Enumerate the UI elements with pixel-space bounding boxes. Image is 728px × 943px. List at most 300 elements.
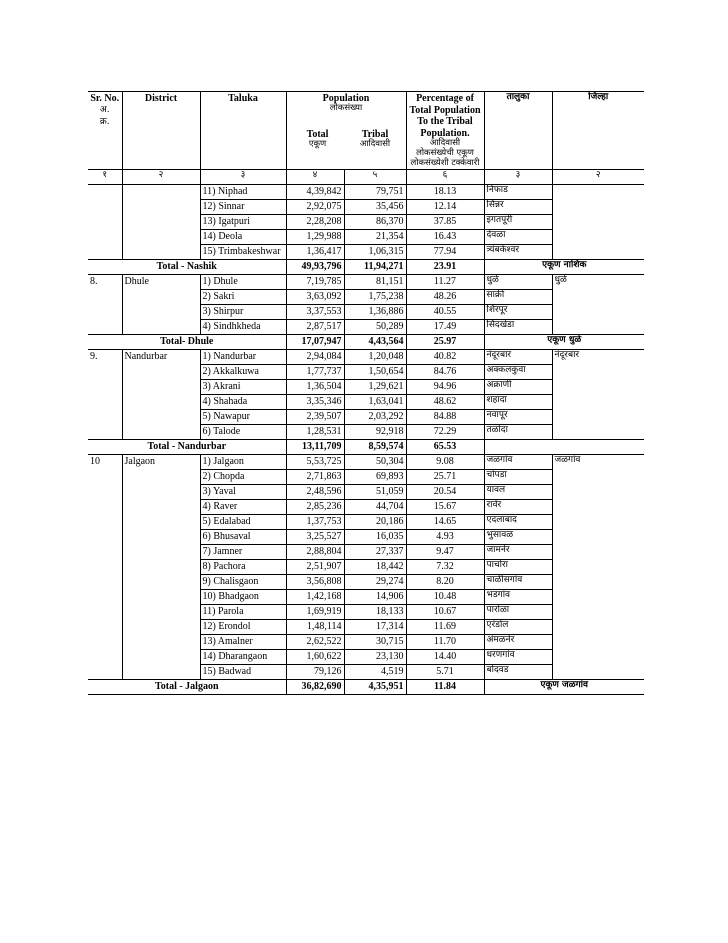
- percentage-cell: 84.88: [406, 410, 484, 425]
- taluka-mr-cell: धरणगांव: [484, 650, 552, 665]
- district-mr-cell: [552, 485, 644, 500]
- district-mr-cell: [552, 305, 644, 320]
- total-subheader-mr: एकूण: [308, 139, 327, 150]
- percentage-cell: 5.71: [406, 665, 484, 680]
- colnum-5: ५: [344, 170, 406, 185]
- total-subheader-label: Total: [306, 129, 329, 141]
- total-cell: 2,62,522: [286, 635, 344, 650]
- district-cell: [122, 320, 200, 335]
- percentage-cell: 40.82: [406, 350, 484, 365]
- percentage-cell: 7.32: [406, 560, 484, 575]
- district-mr-cell: [552, 530, 644, 545]
- table-row: [88, 665, 644, 680]
- percentage-cell: 11.69: [406, 620, 484, 635]
- table-row: [88, 605, 644, 620]
- taluka-cell: 11) Niphad: [200, 185, 286, 200]
- total-cell: 2,71,863: [286, 470, 344, 485]
- colnum-1: १: [88, 170, 122, 185]
- tribal-cell: 92,918: [344, 425, 406, 440]
- taluka-cell: 2) Chopda: [200, 470, 286, 485]
- district-mr-cell: [552, 395, 644, 410]
- total-sum: 49,93,796: [286, 260, 344, 275]
- district-cell: Nandurbar: [122, 350, 200, 365]
- table-row: [88, 320, 644, 335]
- district-mr-cell: [552, 200, 644, 215]
- taluka-cell: 3) Akrani: [200, 380, 286, 395]
- percentage-cell: 37.85: [406, 215, 484, 230]
- table-row: [88, 350, 644, 365]
- taluka-mr-cell: नंदूरबार: [484, 350, 552, 365]
- district-cell: [122, 290, 200, 305]
- percentage-header-label: Percentage of Total Population To the Tribal Population.: [409, 93, 481, 139]
- percentage-sum: 23.91: [406, 260, 484, 275]
- taluka-cell: 7) Jamner: [200, 545, 286, 560]
- district-cell: [122, 230, 200, 245]
- percentage-cell: 20.54: [406, 485, 484, 500]
- sr-cell: [88, 545, 122, 560]
- district-cell: [122, 365, 200, 380]
- taluka-mr-cell: जामनेर: [484, 545, 552, 560]
- taluka-cell: 15) Trimbakeshwar: [200, 245, 286, 260]
- district-mr-cell: [552, 560, 644, 575]
- total-cell: 3,25,527: [286, 530, 344, 545]
- district-cell: [122, 305, 200, 320]
- taluka-mr-cell: एदलाबाद: [484, 515, 552, 530]
- sr-cell: [88, 185, 122, 200]
- total-cell: 1,60,622: [286, 650, 344, 665]
- taluka-cell: 1) Nandurbar: [200, 350, 286, 365]
- tribal-cell: 20,186: [344, 515, 406, 530]
- percentage-sum: 65.53: [406, 440, 484, 455]
- colnum-6: ६: [406, 170, 484, 185]
- sr-header-label: Sr. No.: [90, 93, 120, 104]
- district-mr-cell: [552, 290, 644, 305]
- table-row: [88, 500, 644, 515]
- sr-cell: [88, 485, 122, 500]
- total-label: Total- Dhule: [88, 335, 286, 350]
- district-mr-cell: [552, 620, 644, 635]
- district-mr-cell: [552, 320, 644, 335]
- district-mr-cell: [552, 665, 644, 680]
- total-cell: 2,48,596: [286, 485, 344, 500]
- sr-cell: [88, 575, 122, 590]
- tribal-cell: 23,130: [344, 650, 406, 665]
- sr-cell: [88, 605, 122, 620]
- tribal-cell: 17,314: [344, 620, 406, 635]
- taluka-mr-cell: अक्कलकुवा: [484, 365, 552, 380]
- total-cell: 2,87,517: [286, 320, 344, 335]
- total-cell: 1,36,417: [286, 245, 344, 260]
- table-row: [88, 230, 644, 245]
- percentage-cell: 10.67: [406, 605, 484, 620]
- district-cell: [122, 590, 200, 605]
- taluka-mr-cell: बोदवड: [484, 665, 552, 680]
- table-row: [88, 395, 644, 410]
- sr-cell: [88, 635, 122, 650]
- total-label: Total - Jalgaon: [88, 680, 286, 695]
- sr-cell: 8.: [88, 275, 122, 290]
- district-mr-cell: जळगांव: [554, 455, 581, 466]
- table-row: [88, 470, 644, 485]
- district-mr-cell: [552, 515, 644, 530]
- district-cell: [122, 410, 200, 425]
- district-mr-cell: [552, 500, 644, 515]
- table-row: [88, 650, 644, 665]
- district-cell: [122, 380, 200, 395]
- percentage-cell: 48.26: [406, 290, 484, 305]
- district-cell: [122, 545, 200, 560]
- tribal-cell: 27,337: [344, 545, 406, 560]
- total-sum: 17,07,947: [286, 335, 344, 350]
- taluka-mr-cell: साक्री: [484, 290, 552, 305]
- taluka-mr-cell: एरंडोल: [484, 620, 552, 635]
- taluka-cell: 9) Chalisgaon: [200, 575, 286, 590]
- table-row: [88, 425, 644, 440]
- total-cell: 79,126: [286, 665, 344, 680]
- tribal-cell: 1,75,238: [344, 290, 406, 305]
- tribal-cell: 69,893: [344, 470, 406, 485]
- total-cell: 2,94,084: [286, 350, 344, 365]
- taluka-mr-cell: सिंदखेडा: [484, 320, 552, 335]
- sr-cell: [88, 425, 122, 440]
- colnum-8: २: [552, 170, 644, 185]
- header-row: [88, 92, 644, 170]
- total-cell: 2,51,907: [286, 560, 344, 575]
- taluka-cell: 6) Talode: [200, 425, 286, 440]
- table-row: [88, 530, 644, 545]
- total-cell: 4,39,842: [286, 185, 344, 200]
- sr-cell: [88, 320, 122, 335]
- tribal-cell: 1,29,621: [344, 380, 406, 395]
- district-mr-cell: [552, 365, 644, 380]
- district-mr-cell: [552, 245, 644, 260]
- taluka-cell: 8) Pachora: [200, 560, 286, 575]
- total-row: [88, 260, 644, 275]
- total-cell: 3,56,808: [286, 575, 344, 590]
- taluka-mr-cell: शहादा: [484, 395, 552, 410]
- taluka-mr-cell: भडगांव: [484, 590, 552, 605]
- percentage-cell: 4.93: [406, 530, 484, 545]
- taluka-mr-cell: त्र्यंबकेश्वर: [484, 245, 552, 260]
- district-mr-cell: [552, 380, 644, 395]
- tribal-sum: 11,94,271: [344, 260, 406, 275]
- sr-cell: 9.: [88, 350, 122, 365]
- district-cell: Dhule: [122, 275, 200, 290]
- taluka-cell: 6) Bhusaval: [200, 530, 286, 545]
- taluka-mr-cell: अक्राणी: [484, 380, 552, 395]
- district-mr-cell: [552, 635, 644, 650]
- sr-cell: [88, 650, 122, 665]
- column-number-row: [88, 170, 644, 185]
- total-mr-label: [484, 440, 644, 455]
- table-row: [88, 575, 644, 590]
- colnum-4: ४: [286, 170, 344, 185]
- table-row: [88, 275, 644, 290]
- taluka-cell: 5) Nawapur: [200, 410, 286, 425]
- district-cell: [122, 395, 200, 410]
- population-header-mr: लोकसंख्या: [329, 103, 363, 113]
- district-cell: [122, 245, 200, 260]
- sr-cell: [88, 230, 122, 245]
- table-row: [88, 545, 644, 560]
- total-cell: 1,77,737: [286, 365, 344, 380]
- taluka-mr-cell: रावेर: [484, 500, 552, 515]
- tribal-cell: 1,50,654: [344, 365, 406, 380]
- taluka-cell: 12) Erondol: [200, 620, 286, 635]
- tribal-cell: 81,151: [344, 275, 406, 290]
- percentage-cell: 15.67: [406, 500, 484, 515]
- sr-cell: [88, 215, 122, 230]
- district-mr-cell: [552, 470, 644, 485]
- percentage-cell: 9.47: [406, 545, 484, 560]
- taluka-mr-cell: यावल: [484, 485, 552, 500]
- table-row: [88, 365, 644, 380]
- percentage-cell: 25.71: [406, 470, 484, 485]
- sr-cell: [88, 290, 122, 305]
- tribal-sum: 4,43,564: [344, 335, 406, 350]
- district-cell: [122, 185, 200, 200]
- percentage-header-mr3: लोकसंख्येशी टक्केवारी: [410, 157, 480, 168]
- percentage-cell: 72.29: [406, 425, 484, 440]
- tribal-cell: 18,442: [344, 560, 406, 575]
- total-subheader: [289, 129, 347, 149]
- taluka-mr-cell: पारोळा: [484, 605, 552, 620]
- taluka-mr-cell: भुसावळ: [484, 530, 552, 545]
- taluka-mr-cell: तळोदा: [484, 425, 552, 440]
- tribal-cell: 30,715: [344, 635, 406, 650]
- district-cell: [122, 470, 200, 485]
- total-cell: 1,37,753: [286, 515, 344, 530]
- sr-cell: [88, 395, 122, 410]
- tribal-cell: 1,63,041: [344, 395, 406, 410]
- district-cell: [122, 575, 200, 590]
- percentage-cell: 9.08: [406, 455, 484, 470]
- total-cell: 1,28,531: [286, 425, 344, 440]
- district-cell: [122, 200, 200, 215]
- taluka-mr-cell: इगतपूरी: [484, 215, 552, 230]
- sr-cell: [88, 590, 122, 605]
- total-cell: 5,53,725: [286, 455, 344, 470]
- sr-cell: [88, 530, 122, 545]
- total-cell: 1,42,168: [286, 590, 344, 605]
- tribal-cell: 4,519: [344, 665, 406, 680]
- taluka-cell: 10) Bhadgaon: [200, 590, 286, 605]
- total-cell: 2,39,507: [286, 410, 344, 425]
- taluka-cell: 12) Sinnar: [200, 200, 286, 215]
- percentage-cell: 10.48: [406, 590, 484, 605]
- district-cell: [122, 515, 200, 530]
- table-row: [88, 410, 644, 425]
- district-cell: [122, 635, 200, 650]
- district-mr-cell: [552, 650, 644, 665]
- taluka-mr-cell: अंमळनेर: [484, 635, 552, 650]
- colnum-3: ३: [200, 170, 286, 185]
- total-cell: 3,63,092: [286, 290, 344, 305]
- colnum-7: ३: [484, 170, 552, 185]
- table-row: [88, 515, 644, 530]
- sr-cell: [88, 410, 122, 425]
- total-label: Total - Nashik: [88, 260, 286, 275]
- sr-cell: [88, 665, 122, 680]
- total-label: Total - Nandurbar: [88, 440, 286, 455]
- table-row: [88, 200, 644, 215]
- sr-header-mr2: क्र.: [99, 116, 110, 127]
- percentage-cell: 18.13: [406, 185, 484, 200]
- total-mr-label: एकूण जळगांव: [484, 680, 644, 695]
- sr-cell: [88, 305, 122, 320]
- percentage-cell: 11.70: [406, 635, 484, 650]
- sr-cell: [88, 620, 122, 635]
- percentage-cell: 17.49: [406, 320, 484, 335]
- percentage-cell: 14.65: [406, 515, 484, 530]
- taluka-cell: 2) Sakri: [200, 290, 286, 305]
- district-cell: [122, 560, 200, 575]
- tribal-subheader: [347, 129, 404, 149]
- taluka-cell: 1) Jalgaon: [200, 455, 286, 470]
- table-row: [88, 620, 644, 635]
- table-row: [88, 560, 644, 575]
- table-row: [88, 635, 644, 650]
- population-header-label: Population: [322, 93, 370, 104]
- taluka-cell: 4) Sindhkheda: [200, 320, 286, 335]
- tribal-cell: 51,059: [344, 485, 406, 500]
- tribal-cell: 14,906: [344, 590, 406, 605]
- total-mr-label: एकूण नाशिक: [484, 260, 644, 275]
- percentage-cell: 40.55: [406, 305, 484, 320]
- taluka-cell: 4) Raver: [200, 500, 286, 515]
- district-mr-cell: नंदूरबार: [554, 350, 580, 361]
- tribal-population-table: [88, 91, 644, 695]
- taluka-mr-cell: सिन्नर: [484, 200, 552, 215]
- district-cell: [122, 500, 200, 515]
- table-row: [88, 590, 644, 605]
- district-mr-cell: [552, 545, 644, 560]
- tribal-cell: 29,274: [344, 575, 406, 590]
- total-cell: 1,29,988: [286, 230, 344, 245]
- district-mr-cell: [552, 425, 644, 440]
- colnum-2: २: [122, 170, 200, 185]
- total-sum: 13,11,709: [286, 440, 344, 455]
- total-sum: 36,82,690: [286, 680, 344, 695]
- taluka-mr-cell: पाचोरा: [484, 560, 552, 575]
- percentage-header-mr2: लोकसंख्येची एकूण: [416, 147, 474, 158]
- taluka-mr-header: तालुका: [484, 92, 552, 170]
- sr-cell: 10: [88, 455, 122, 470]
- district-mr-cell: [552, 185, 644, 200]
- total-cell: 3,35,346: [286, 395, 344, 410]
- district-mr-cell: [552, 575, 644, 590]
- percentage-cell: 8.20: [406, 575, 484, 590]
- taluka-header: Taluka: [200, 92, 286, 170]
- tribal-sum: 4,35,951: [344, 680, 406, 695]
- taluka-mr-cell: चोपडा: [484, 470, 552, 485]
- total-cell: 3,37,553: [286, 305, 344, 320]
- tribal-cell: 21,354: [344, 230, 406, 245]
- percentage-cell: 16.43: [406, 230, 484, 245]
- sr-cell: [88, 560, 122, 575]
- percentage-cell: 77.94: [406, 245, 484, 260]
- total-row: [88, 440, 644, 455]
- tribal-cell: 86,370: [344, 215, 406, 230]
- taluka-mr-cell: निफाड: [484, 185, 552, 200]
- taluka-cell: 3) Yaval: [200, 485, 286, 500]
- sr-header-mr1: अ.: [99, 105, 110, 115]
- total-cell: 7,19,785: [286, 275, 344, 290]
- tribal-cell: 35,456: [344, 200, 406, 215]
- percentage-cell: 12.14: [406, 200, 484, 215]
- district-header: District: [122, 92, 200, 170]
- taluka-mr-cell: जळगांव: [484, 455, 552, 470]
- taluka-mr-cell: शिरपूर: [484, 305, 552, 320]
- tribal-sum: 8,59,574: [344, 440, 406, 455]
- taluka-cell: 15) Badwad: [200, 665, 286, 680]
- tribal-cell: 44,704: [344, 500, 406, 515]
- percentage-header-mr1: आदिवासी: [429, 138, 461, 148]
- district-mr-cell: [552, 230, 644, 245]
- tribal-cell: 1,20,048: [344, 350, 406, 365]
- percentage-sum: 25.97: [406, 335, 484, 350]
- taluka-cell: 3) Shirpur: [200, 305, 286, 320]
- table-row: [88, 185, 644, 200]
- taluka-cell: 1) Dhule: [200, 275, 286, 290]
- sr-cell: [88, 245, 122, 260]
- table-row: [88, 380, 644, 395]
- taluka-cell: 11) Parola: [200, 605, 286, 620]
- total-mr-label: एकूण धुळे: [484, 335, 644, 350]
- tribal-subheader-mr: आदिवासी: [359, 139, 391, 150]
- total-cell: 2,85,236: [286, 500, 344, 515]
- total-cell: 1,48,114: [286, 620, 344, 635]
- district-cell: [122, 530, 200, 545]
- tribal-cell: 79,751: [344, 185, 406, 200]
- tribal-cell: 16,035: [344, 530, 406, 545]
- total-cell: 2,88,804: [286, 545, 344, 560]
- taluka-cell: 2) Akkalkuwa: [200, 365, 286, 380]
- percentage-cell: 48.62: [406, 395, 484, 410]
- sr-cell: [88, 500, 122, 515]
- total-row: [88, 335, 644, 350]
- tribal-cell: 1,06,315: [344, 245, 406, 260]
- sr-cell: [88, 515, 122, 530]
- district-cell: Jalgaon: [122, 455, 200, 470]
- sr-cell: [88, 200, 122, 215]
- district-cell: [122, 605, 200, 620]
- total-cell: 2,28,208: [286, 215, 344, 230]
- tribal-cell: 1,36,886: [344, 305, 406, 320]
- table-row: [88, 305, 644, 320]
- taluka-cell: 13) Igatpuri: [200, 215, 286, 230]
- district-mr-cell: [552, 410, 644, 425]
- tribal-subheader-label: Tribal: [361, 129, 389, 141]
- district-cell: [122, 485, 200, 500]
- percentage-header: [406, 92, 484, 170]
- taluka-mr-cell: चाळीसगांव: [484, 575, 552, 590]
- table-row: [88, 485, 644, 500]
- district-mr-header: जिल्हा: [552, 92, 644, 170]
- district-mr-cell: [552, 215, 644, 230]
- percentage-cell: 94.96: [406, 380, 484, 395]
- sr-header: [88, 92, 122, 170]
- taluka-cell: 4) Shahada: [200, 395, 286, 410]
- percentage-cell: 84.76: [406, 365, 484, 380]
- district-cell: [122, 620, 200, 635]
- sr-cell: [88, 365, 122, 380]
- taluka-mr-cell: धुळे: [484, 275, 552, 290]
- sr-cell: [88, 380, 122, 395]
- total-cell: 2,92,075: [286, 200, 344, 215]
- taluka-mr-cell: नवापूर: [484, 410, 552, 425]
- tribal-cell: 50,304: [344, 455, 406, 470]
